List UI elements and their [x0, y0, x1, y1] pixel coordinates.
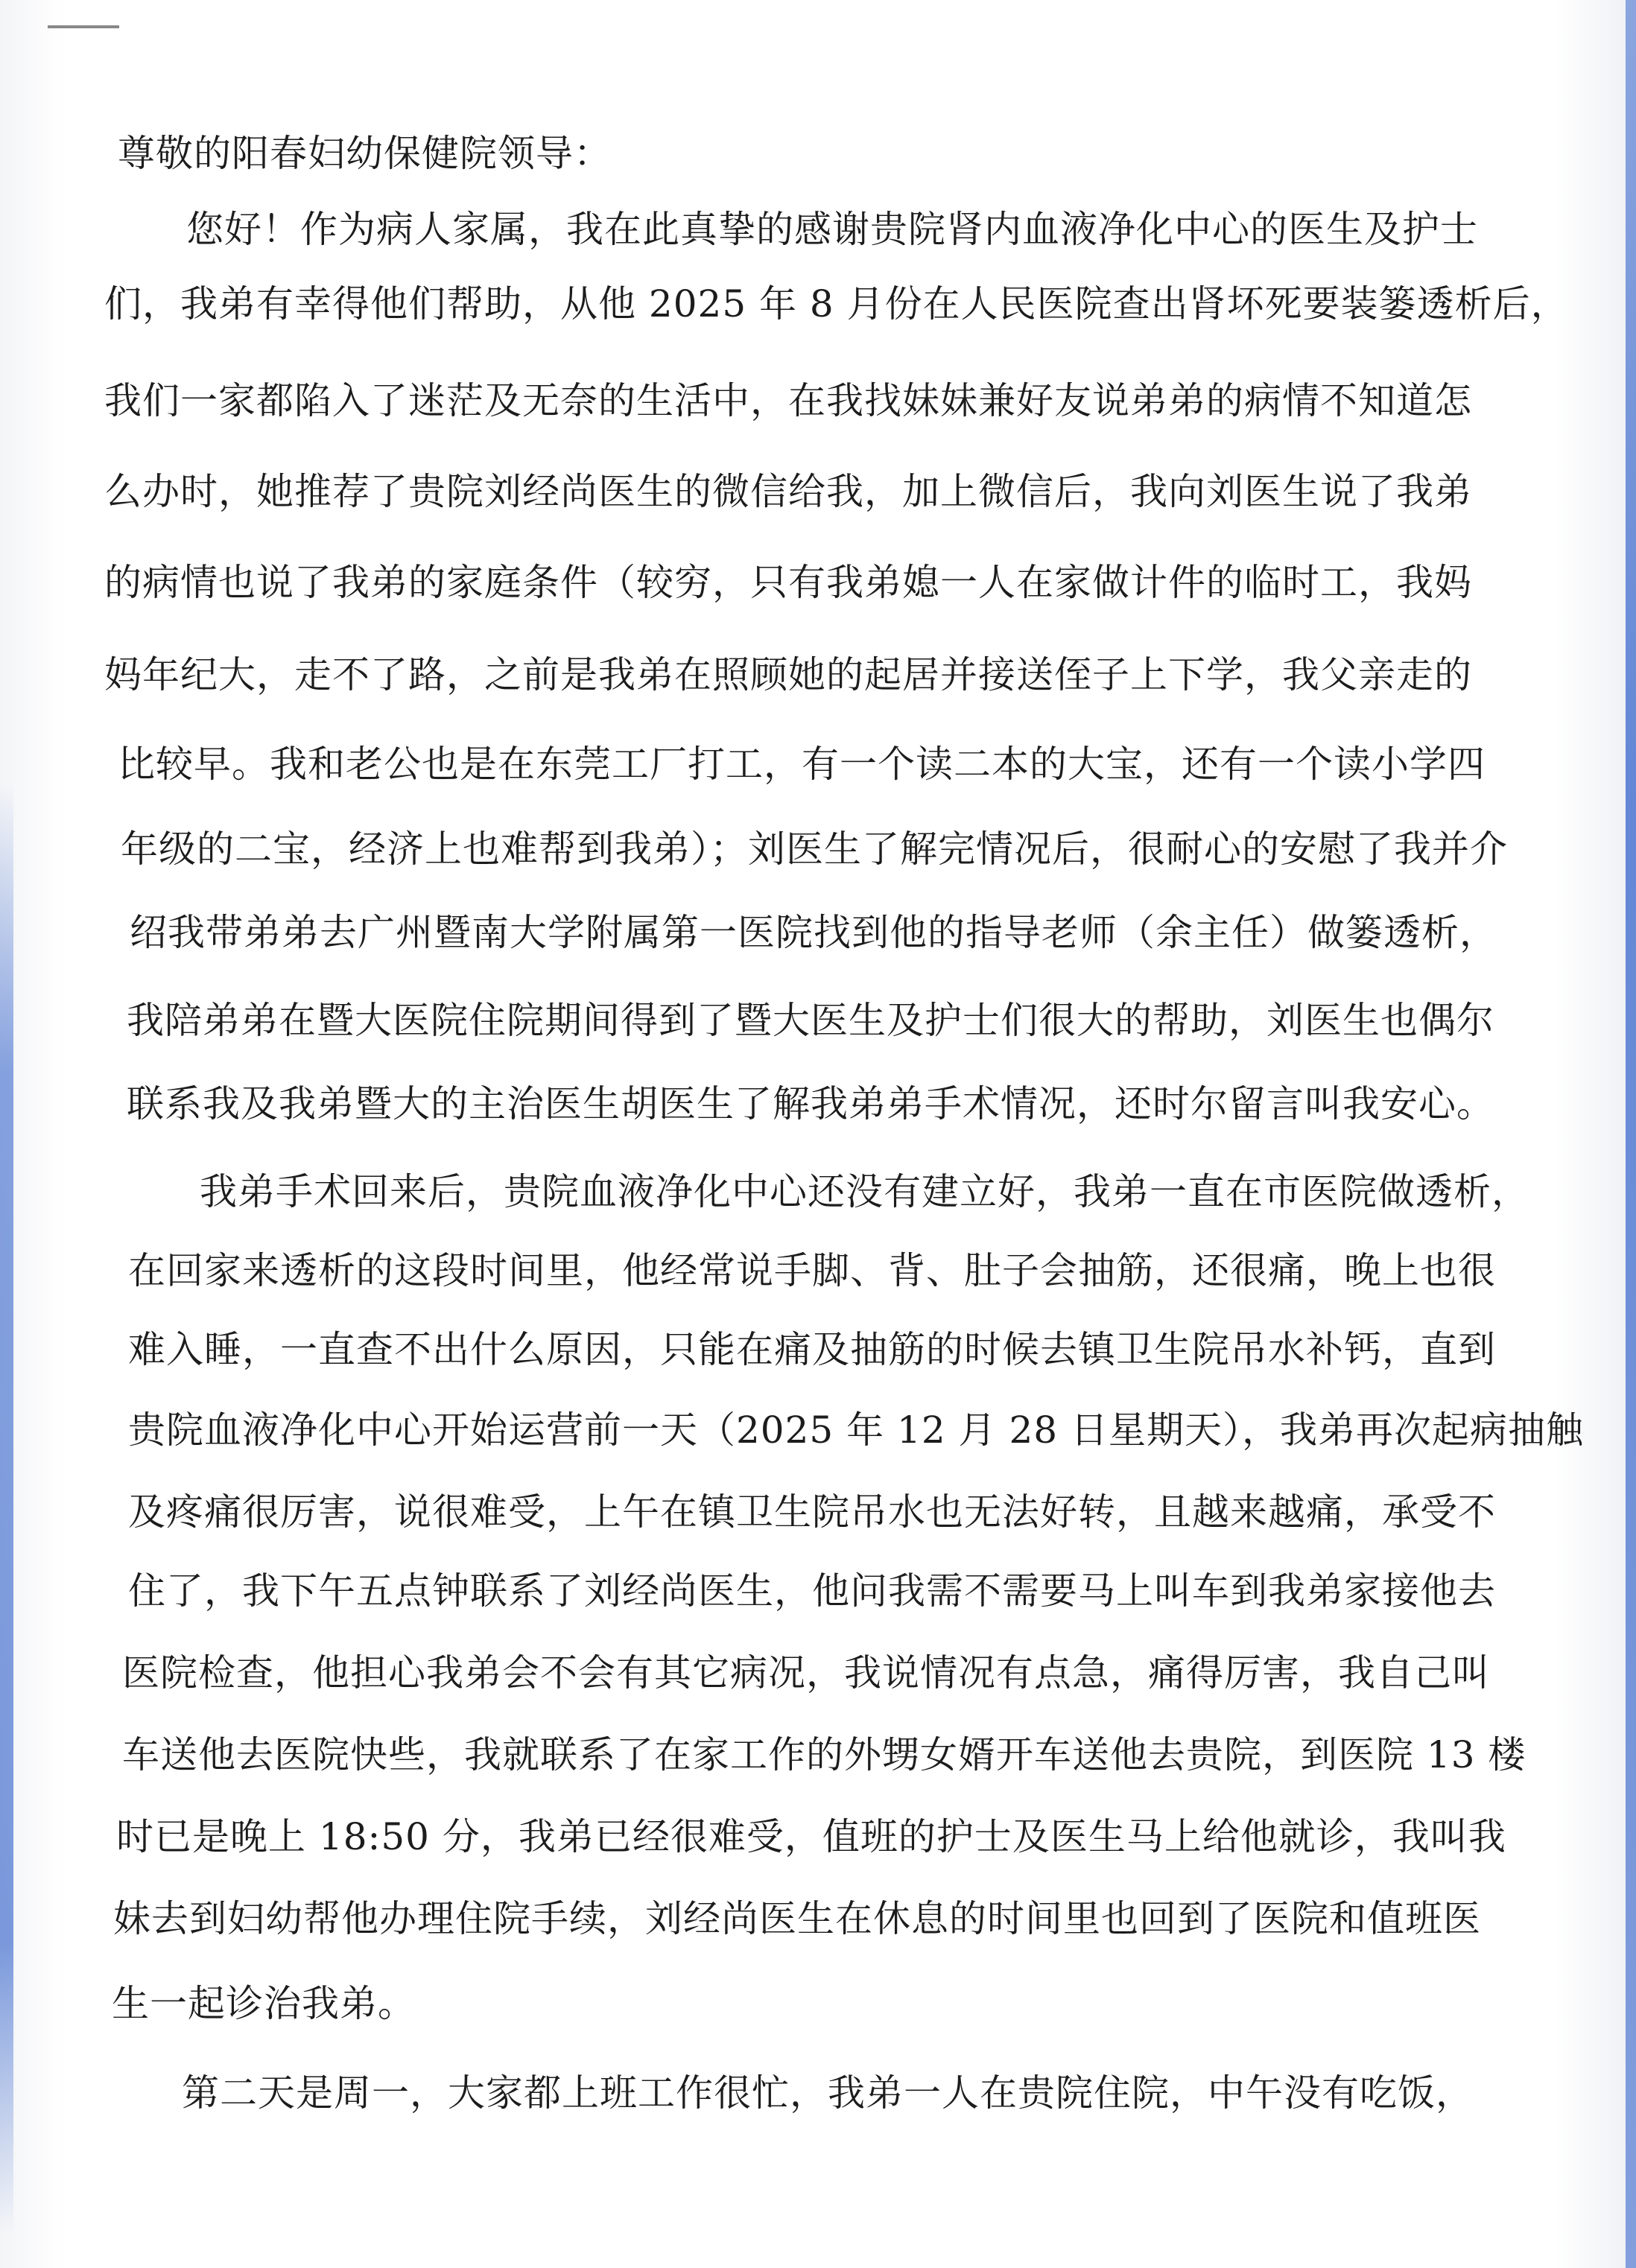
- letter-line-5: 的病情也说了我弟的家庭条件（较穷，只有我弟媳一人在家做计件的临时工，我妈: [104, 561, 1472, 604]
- letter-line-2: 们，我弟有幸得他们帮助，从他 2025 年 8 月份在人民医院查出肾坏死要装篓透析后，: [104, 282, 1569, 325]
- letter-line-9: 绍我带弟弟去广州暨南大学附属第一医院找到他的指导老师（余主任）做篓透析，: [130, 911, 1497, 954]
- letter-line-17: 住了，我下午五点钟联系了刘经尚医生，他问我需不需要马上叫车到我弟家接他去: [128, 1569, 1496, 1613]
- letter-line-14: 难入睡，一直查不出什么原因，只能在痛及抽筋的时候去镇卫生院吊水补钙，直到: [128, 1328, 1496, 1371]
- letter-line-15: 贵院血液净化中心开始运营前一天（2025 年 12 月 28 日星期天），我弟再次起病抽触: [128, 1408, 1584, 1452]
- letter-line-4: 么办时，她推荐了贵院刘经尚医生的微信给我，加上微信后，我向刘医生说了我弟: [104, 470, 1472, 513]
- letter-salutation: 尊敬的阳春妇幼保健院领导：: [118, 132, 612, 175]
- letter-line-3: 我们一家都陷入了迷茫及无奈的生活中，在我找妹妹兼好友说弟弟的病情不知道怎: [104, 379, 1472, 422]
- letter-line-7: 比较早。我和老公也是在东莞工厂打工，有一个读二本的大宝，还有一个读小学四: [118, 743, 1486, 786]
- letter-line-11: 联系我及我弟暨大的主治医生胡医生了解我弟弟手术情况，还时尔留言叫我安心。: [127, 1082, 1494, 1125]
- letter-line-22: 生一起诊治我弟。: [112, 1982, 416, 2025]
- left-scan-edge: [0, 782, 13, 2234]
- letter-line-6: 妈年纪大，走不了路，之前是我弟在照顾她的起居并接送侄子上下学，我父亲走的: [104, 653, 1472, 696]
- letter-line-12: 我弟手术回来后，贵院血液净化中心还没有建立好，我弟一直在市医院做透析，: [200, 1170, 1529, 1213]
- letter-line-10: 我陪弟弟在暨大医院住院期间得到了暨大医生及护士们很大的帮助，刘医生也偶尔: [127, 999, 1494, 1042]
- letter-line-1: 您好！作为病人家属，我在此真挚的感谢贵院肾内血液净化中心的医生及护士: [186, 208, 1478, 251]
- right-scan-edge: [1626, 0, 1636, 2268]
- letter-line-13: 在回家来透析的这段时间里，他经常说手脚、背、肚子会抽筋，还很痛，晚上也很: [128, 1249, 1496, 1292]
- letter-line-16: 及疼痛很厉害，说很难受，上午在镇卫生院吊水也无法好转，且越来越痛，承受不: [128, 1490, 1496, 1534]
- scan-mark: [48, 25, 119, 28]
- letter-line-21: 妹去到妇幼帮他办理住院手续，刘经尚医生在休息的时间里也回到了医院和值班医: [113, 1897, 1481, 1940]
- letter-line-23: 第二天是周一，大家都上班工作很忙，我弟一人在贵院住院，中午没有吃饭，: [182, 2071, 1474, 2115]
- letter-line-18: 医院检查，他担心我弟会不会有其它病况，我说情况有点急，痛得厉害，我自己叫: [122, 1651, 1490, 1694]
- letter-line-20: 时已是晚上 18:50 分，我弟已经很难受，值班的护士及医生马上给他就诊，我叫我: [116, 1815, 1506, 1858]
- letter-line-8: 年级的二宝，经济上也难帮到我弟）；刘医生了解完情况后，很耐心的安慰了我并介: [121, 828, 1508, 871]
- letter-line-19: 车送他去医院快些，我就联系了在家工作的外甥女婿开车送他去贵院，到医院 13 楼: [122, 1733, 1526, 1776]
